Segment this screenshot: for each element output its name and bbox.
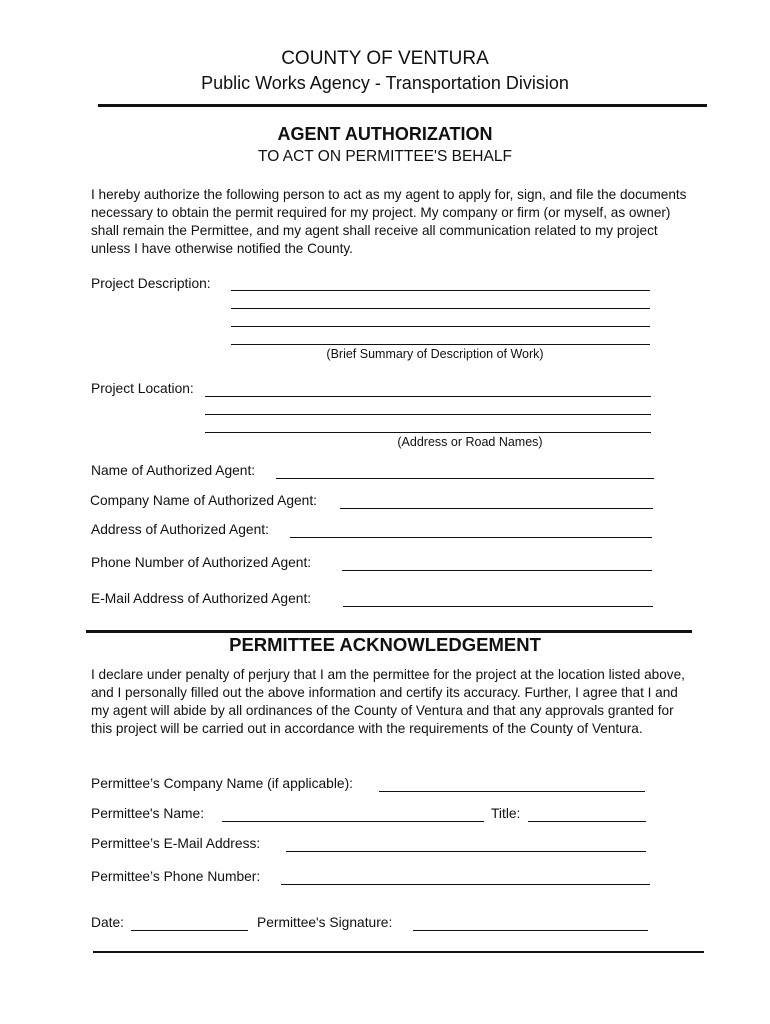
project-location-field-line-2[interactable] bbox=[205, 414, 651, 415]
agent-authorization-paragraph: I hereby authorize the following person to act as my agent to apply for, sign, and file the documents necessary to obtain the permit required for my project. My company or firm (or myself, as owner) shall remain the Permittee, and my agent shall receive all communication related to my project unless I have otherwise notified the County. bbox=[91, 187, 687, 256]
agent-name-field[interactable] bbox=[276, 478, 654, 479]
signature-field[interactable] bbox=[413, 930, 648, 931]
signature-label: Permittee's Signature: bbox=[257, 915, 393, 930]
agent-address-label: Address of Authorized Agent: bbox=[91, 522, 269, 537]
project-location-caption: (Address or Road Names) bbox=[397, 435, 543, 449]
permittee-acknowledgement-paragraph: I declare under penalty of perjury that I am the permittee for the project at the location listed above, and I personally filled out the above information and certify its accuracy. Further, I agree that I and my agent will abide by all ordinances of the County of Ventura and that any approvals granted for this project will be carried out in accordance with the requirements of the County of Ventura. bbox=[91, 667, 685, 736]
project-location-field-line-3[interactable] bbox=[205, 432, 651, 433]
permittee-name-label: Permittee's Name: bbox=[91, 806, 205, 821]
project-description-field-line-1[interactable] bbox=[231, 290, 650, 291]
project-description-field-line-3[interactable] bbox=[231, 326, 650, 327]
agent-name-label: Name of Authorized Agent: bbox=[91, 463, 256, 478]
agent-address-field[interactable] bbox=[290, 537, 652, 538]
agent-section-subtitle: TO ACT ON PERMITTEE'S BEHALF bbox=[258, 148, 512, 165]
permittee-company-field[interactable] bbox=[379, 791, 645, 792]
permittee-email-field[interactable] bbox=[286, 851, 646, 852]
project-location-label: Project Location: bbox=[91, 381, 194, 396]
permittee-company-label: Permittee’s Company Name (if applicable): bbox=[91, 776, 353, 791]
county-title: COUNTY OF VENTURA bbox=[281, 48, 489, 69]
permittee-name-field[interactable] bbox=[222, 821, 484, 822]
permittee-section-title: PERMITTEE ACKNOWLEDGEMENT bbox=[229, 634, 541, 655]
project-description-label: Project Description: bbox=[91, 276, 211, 291]
agent-email-label: E-Mail Address of Authorized Agent: bbox=[91, 591, 312, 606]
agent-company-label: Company Name of Authorized Agent: bbox=[90, 493, 318, 508]
project-location-field-line-1[interactable] bbox=[205, 396, 651, 397]
agent-section-title: AGENT AUTHORIZATION bbox=[277, 124, 493, 144]
agent-phone-field[interactable] bbox=[342, 570, 652, 571]
date-label: Date: bbox=[91, 915, 124, 930]
project-description-caption: (Brief Summary of Description of Work) bbox=[326, 347, 544, 361]
section-divider bbox=[86, 630, 692, 633]
permittee-phone-field[interactable] bbox=[281, 884, 650, 885]
header-divider bbox=[98, 104, 707, 107]
project-description-field-line-2[interactable] bbox=[231, 308, 650, 309]
agent-phone-label: Phone Number of Authorized Agent: bbox=[91, 555, 312, 570]
permittee-email-label: Permittee’s E-Mail Address: bbox=[91, 836, 261, 851]
permittee-title-field[interactable] bbox=[528, 821, 646, 822]
permittee-title-label: Title: bbox=[491, 806, 521, 821]
agency-title: Public Works Agency - Transportation Division bbox=[201, 73, 569, 93]
agent-company-field[interactable] bbox=[340, 508, 653, 509]
permittee-phone-label: Permittee’s Phone Number: bbox=[91, 869, 261, 884]
footer-divider bbox=[93, 951, 704, 953]
date-field[interactable] bbox=[131, 930, 248, 931]
agent-email-field[interactable] bbox=[343, 606, 653, 607]
project-description-field-line-4[interactable] bbox=[231, 344, 650, 345]
